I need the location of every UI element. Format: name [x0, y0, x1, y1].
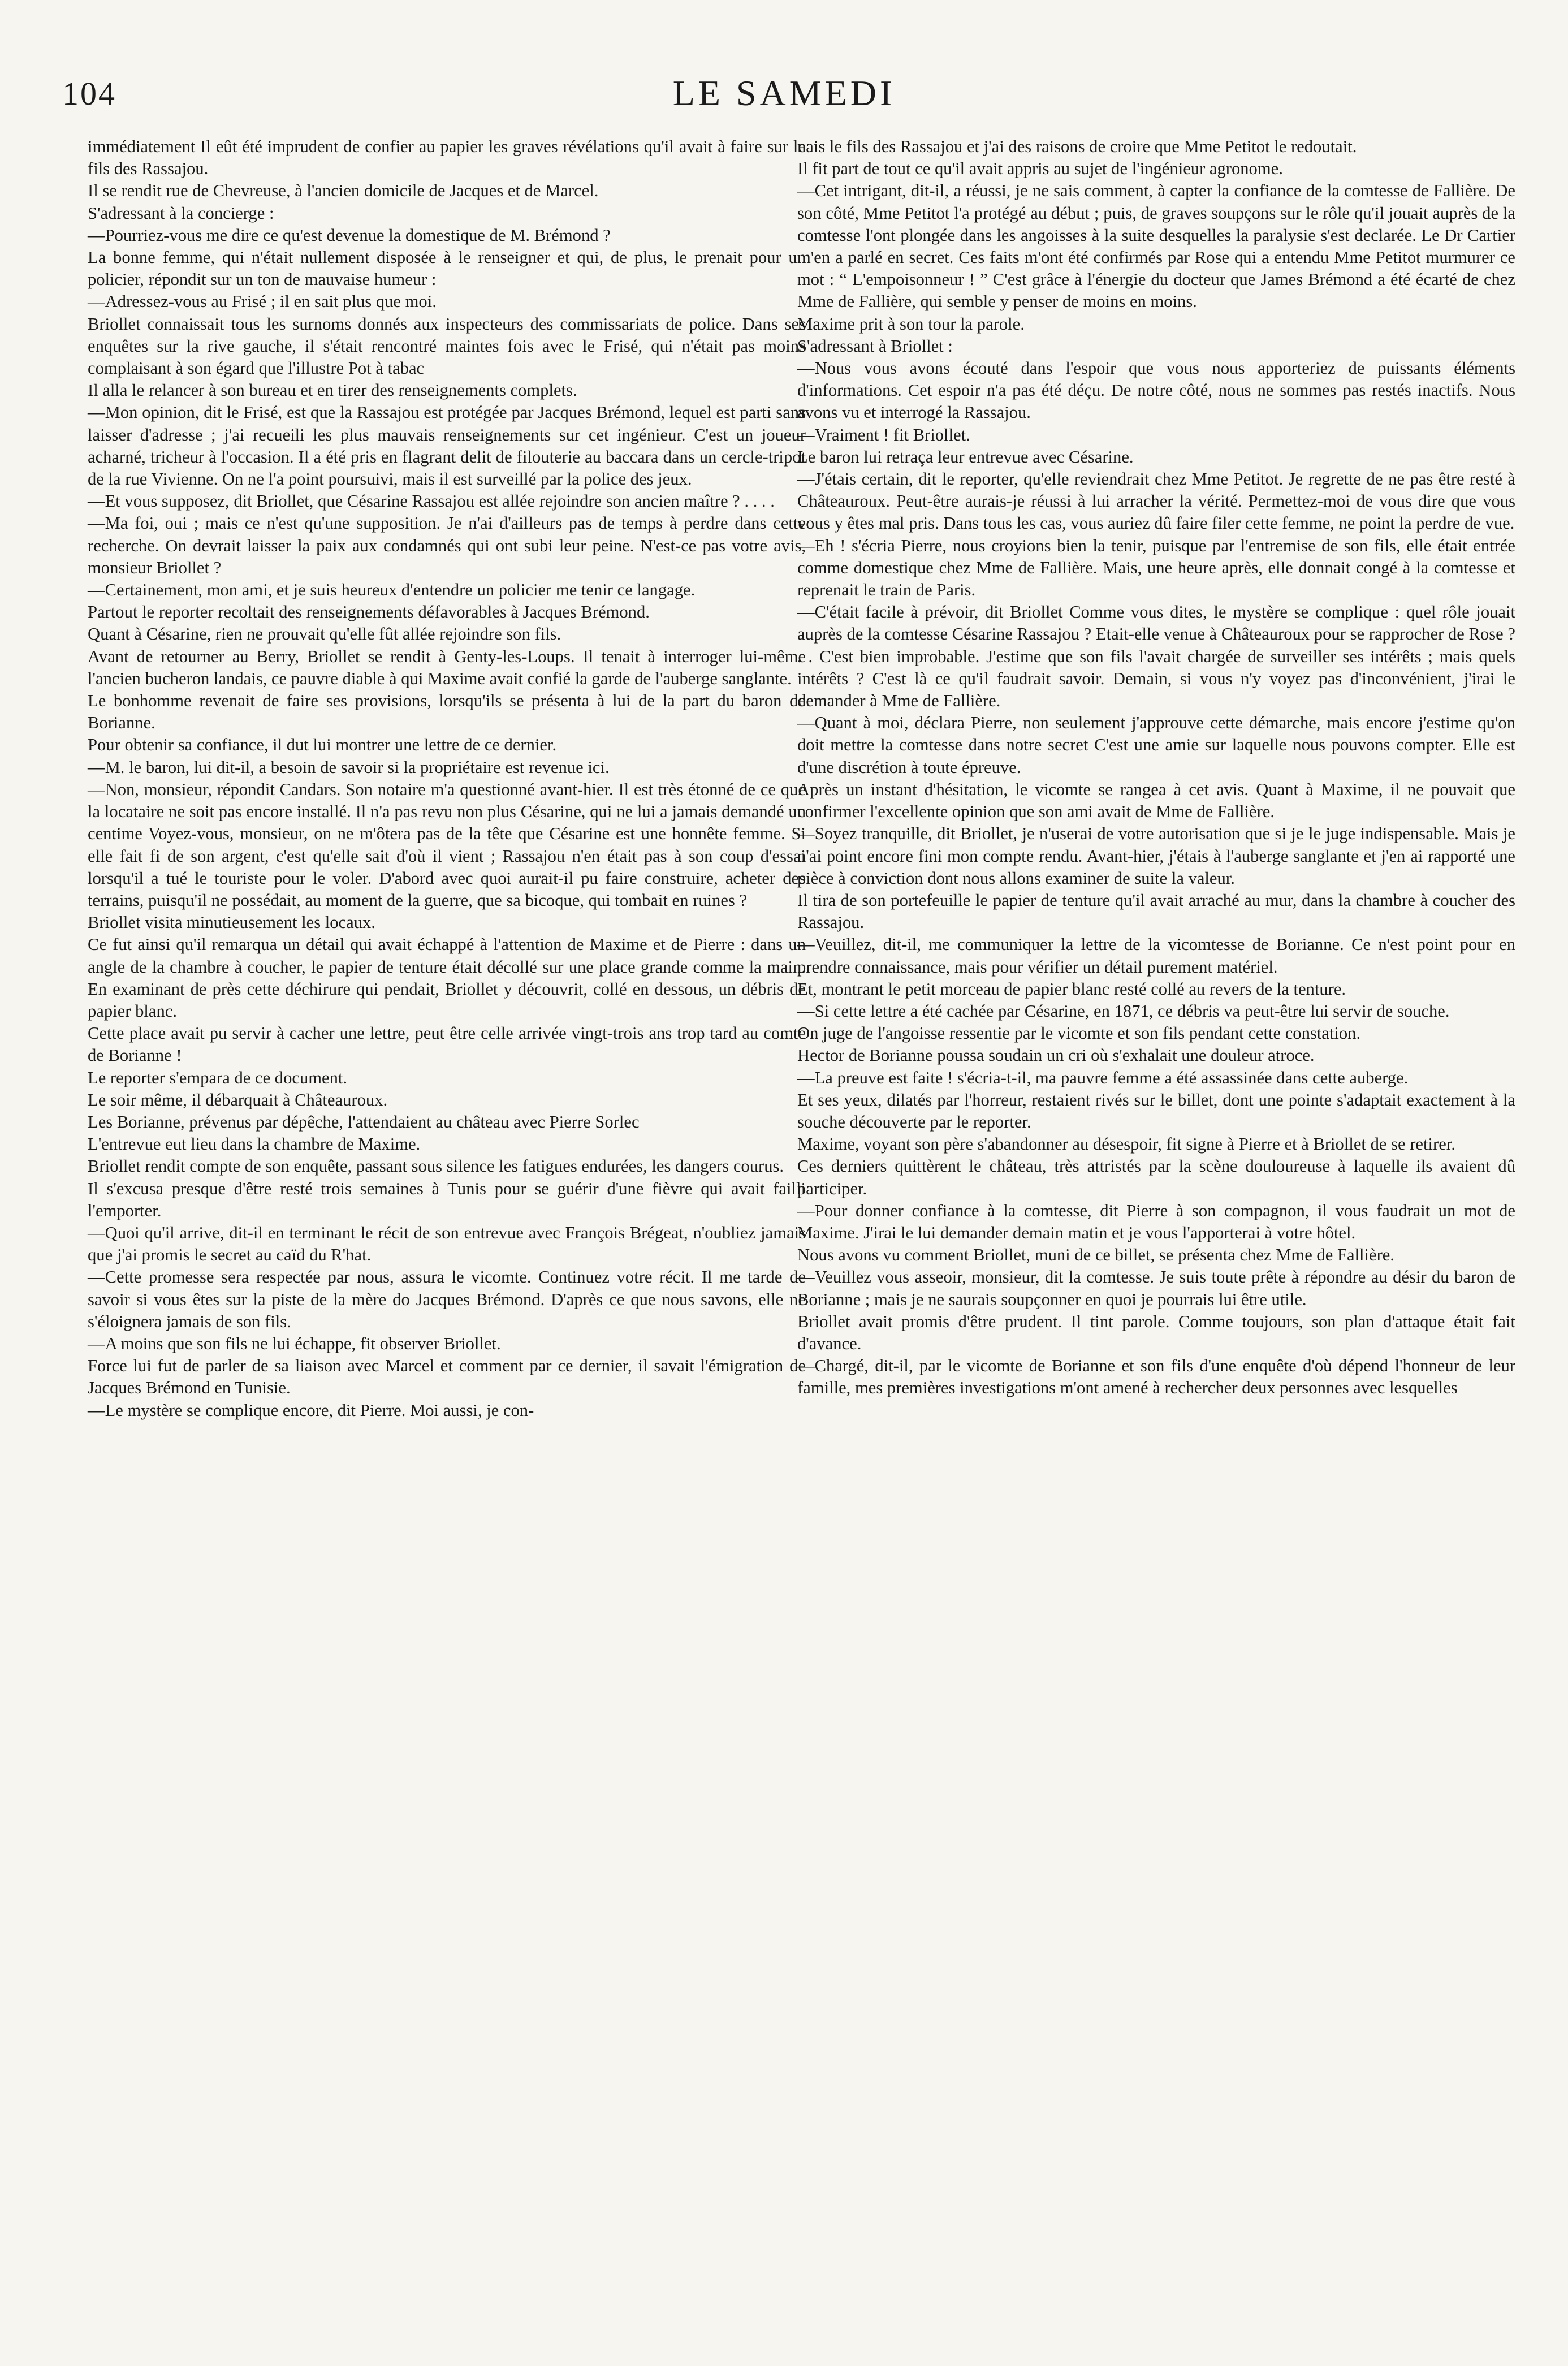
- paragraph: Ce fut ainsi qu'il remarqua un détail qui avait échappé à l'attention de Maxime et de Pierre : dans un angle de la chambre à coucher, le papier de tenture était décollé sur une place grande comme la main. En examinant de près cette déchirure qui pendait, Briollet y découvrit, collé en dessous, un débris de papier blanc.: [88, 935, 806, 1021]
- paragraph: Briollet rendit compte de son enquête, passant sous silence les fatigues endurées, les dangers courus.: [88, 1156, 784, 1176]
- paragraph: —Nous vous avons écouté dans l'espoir que vous nous apporteriez de puissants éléments d'informations. Cet espoir n'a pas été déçu. De notre côté, nous ne sommes pas restés inactifs. Nous avons vu et interrogé la Rassajou.: [797, 359, 1515, 422]
- paragraph: On juge de l'angoisse ressentie par le vicomte et son fils pendant cette constation.: [797, 1024, 1361, 1043]
- paragraph: —Le mystère se complique encore, dit Pierre. Moi aussi, je con-: [88, 1400, 534, 1420]
- paragraph: Pour obtenir sa confiance, il dut lui montrer une lettre de ce dernier.: [88, 735, 557, 755]
- paragraph: Briollet connaissait tous les surnoms donnés aux inspecteurs des commissariats de police. Dans ses enquêtes sur la rive gauche, il s'était rencontré maintes fois avec le Frisé, qui n'était pas moins complaisant à son égard que l'illustre Pot à tabac: [88, 314, 806, 378]
- paragraph: —Mon opinion, dit le Frisé, est que la Rassajou est protégée par Jacques Brémond, lequel est parti sans laisser d'adresse ; j'ai recueili les plus mauvais renseignements sur cet ingénieur. C'est un joueur acharné, tricheur à l'occasion. Il a été pris en flagrant delit de filouterie au baccara dans un cercle-tripot de la rue Vivienne. On ne l'a point poursuivi, mais il est surveillé par la police des jeux.: [88, 403, 806, 489]
- page-number: 104: [62, 75, 116, 112]
- paragraph: —La preuve est faite ! s'écria-t-il, ma pauvre femme a été assassinée dans cette auberge.: [797, 1068, 1409, 1087]
- paragraph: Le soir même, il débarquait à Châteauroux.: [88, 1090, 388, 1109]
- paragraph: Le baron lui retraça leur entrevue avec Césarine.: [797, 447, 1134, 467]
- right-text-column: [797, 136, 1515, 1400]
- paragraph: Maxime prit à son tour la parole.: [797, 314, 1025, 334]
- paragraph: L'entrevue eut lieu dans la chambre de Maxime.: [88, 1134, 421, 1154]
- paragraph: Les Borianne, prévenus par dépêche, l'attendaient au château avec Pierre Sorlec: [88, 1112, 640, 1132]
- paragraph: La bonne femme, qui n'était nullement disposée à le renseigner et qui, de plus, le prenait pour un policier, répondit sur un ton de mauvaise humeur :: [88, 248, 806, 290]
- paragraph: —Cette promesse sera respectée par nous, assura le vicomte. Continuez votre récit. Il me tarde de savoir si vous êtes sur la piste de la mère do Jacques Brémond. D'après ce que nous savons, elle ne s'éloignera jamais de son fils.: [88, 1267, 806, 1331]
- paragraph: —Veuillez, dit-il, me communiquer la lettre de la vicomtesse de Borianne. Ce n'est point pour en prendre connaissance, mais pour vérifier un détail purement matériel.: [797, 935, 1515, 977]
- paragraph: nais le fils des Rassajou et j'ai des raisons de croire que Mme Petitot le redoutait.: [797, 137, 1357, 156]
- paragraph: —Non, monsieur, répondit Candars. Son notaire m'a questionné avant-hier. Il est très étonné de ce que la locataire ne soit pas encore installé. Il n'a pas revu non plus Césarine, qui ne lui a jamais demandé un centime Voyez-vous, monsieur, on ne m'ôtera pas de la tête que Césarine est une honnête femme. Si elle fait fi de son argent, c'est qu'elle sait d'où il vient ; Rassajou n'en était pas à son coup d'essai lorsqu'il a tué le touriste pour le voler. D'abord avec quoi aurait-il pu faire construire, acheter des terrains, puisqu'il ne possédait, au moment de la guerre, que sa bicoque, qui tombait en ruines ?: [88, 779, 806, 910]
- paragraph: —Certainement, mon ami, et je suis heureux d'entendre un policier me tenir ce langage.: [88, 580, 696, 600]
- paragraph: Après un instant d'hésitation, le vicomte se rangea à cet avis. Quant à Maxime, il ne pouvait que confirmer l'excellente opinion que son ami avait de Mme de Fallière.: [797, 779, 1515, 822]
- paragraph: Et ses yeux, dilatés par l'horreur, restaient rivés sur le billet, dont une pointe s'adaptait exactement à la souche découverte par le reporter.: [797, 1090, 1515, 1132]
- paragraph: —Adressez-vous au Frisé ; il en sait plus que moi.: [88, 292, 437, 312]
- paragraph: —Pourriez-vous me dire ce qu'est devenue la domestique de M. Brémond ?: [88, 225, 611, 245]
- paragraph: Le reporter s'empara de ce document.: [88, 1068, 348, 1087]
- paragraph: Le bonhomme revenait de faire ses provisions, lorsqu'ils se présenta à lui de la part du baron de Borianne.: [88, 691, 806, 733]
- running-title: LE SAMEDI: [672, 73, 896, 113]
- paragraph: —C'était facile à prévoir, dit Briollet Comme vous dites, le mystère se complique : quel rôle jouait auprès de la comtesse Césarine Rassajou ? Etait-elle venue à Châteauroux pour se rapprocher de Rose ? . . C'est bien improbable. J'estime que son fils l'avait chargée de surveiller ses intérêts ; mais quels intérêts ? C'est là ce qu'il faudrait savoir. Demain, si vous n'y voyez pas d'inconvénient, j'irai le demander à Mme de Fallière.: [797, 602, 1515, 711]
- paragraph: —Ma foi, oui ; mais ce n'est qu'une supposition. Je n'ai d'ailleurs pas de temps à perdre dans cette recherche. On devrait laisser la paix aux condamnés qui ont subi leur peine. N'est-ce pas votre avis, monsieur Briollet ?: [88, 513, 806, 577]
- paragraph: Maxime, voyant son père s'abandonner au désespoir, fit signe à Pierre et à Briollet de se retirer.: [797, 1134, 1455, 1154]
- paragraph: immédiatement Il eût été imprudent de confier au papier les graves révélations qu'il avait à faire sur le fils des Rassajou.: [88, 137, 806, 179]
- paragraph: —Quoi qu'il arrive, dit-il en terminant le récit de son entrevue avec François Brégeat, n'oubliez jamais que j'ai promis le secret au caïd du R'hat.: [88, 1223, 806, 1265]
- paragraph: Avant de retourner au Berry, Briollet se rendit à Genty-les-Loups. Il tenait à interroger lui-même l'ancien bucheron landais, ce pauvre diable à qui Maxime avait confié la garde de l'auberge sanglante.: [88, 646, 806, 688]
- paragraph: Force lui fut de parler de sa liaison avec Marcel et comment par ce dernier, il savait l'émigration de Jacques Brémond en Tunisie.: [88, 1356, 806, 1398]
- paragraph: Il s'excusa presque d'être resté trois semaines à Tunis pour se guérir d'une fièvre qui avait failli l'emporter.: [88, 1178, 806, 1220]
- paragraph: —Eh ! s'écria Pierre, nous croyions bien la tenir, puisque par l'entremise de son fils, elle était entrée comme domestique chez Mme de Fallière. Mais, une heure après, elle donnait congé à la comtesse et reprenait le train de Paris.: [797, 536, 1515, 600]
- paragraph: —Pour donner confiance à la comtesse, dit Pierre à son compagnon, il vous faudrait un mot de Maxime. J'irai le lui demander demain matin et je vous l'apporterai à votre hôtel.: [797, 1201, 1515, 1242]
- paragraph: S'adressant à Briollet :: [797, 336, 953, 356]
- paragraph: Quant à Césarine, rien ne prouvait qu'elle fût allée rejoindre son fils.: [88, 624, 561, 644]
- paragraph: Briollet avait promis d'être prudent. Il tint parole. Comme toujours, son plan d'attaque était fait d'avance.: [797, 1311, 1515, 1353]
- paragraph: —Veuillez vous asseoir, monsieur, dit la comtesse. Je suis toute prête à répondre au désir du baron de Borianne ; mais je ne saurais soupçonner en quoi je pourrais lui être utile.: [797, 1267, 1515, 1309]
- paragraph: —Chargé, dit-il, par le vicomte de Borianne et son fils d'une enquête d'où dépend l'honneur de leur famille, mes premières investigations m'ont amené à rechercher deux personnes avec lesquelles: [797, 1356, 1515, 1398]
- paragraph: Et, montrant le petit morceau de papier blanc resté collé au revers de la tenture.: [797, 979, 1346, 999]
- paragraph: Il fit part de tout ce qu'il avait appris au sujet de l'ingénieur agronome.: [797, 159, 1283, 179]
- paragraph: —J'étais certain, dit le reporter, qu'elle reviendrait chez Mme Petitot. Je regrette de ne pas être resté à Châteauroux. Peut-être aurais-je réussi à lui arracher la vérité. Permettez-moi de vous dire que vous vous y êtes mal pris. Dans tous les cas, vous auriez dû faire filer cette femme, ne point la perdre de vue.: [797, 469, 1515, 533]
- paragraph: —Cet intrigant, dit-il, a réussi, je ne sais comment, à capter la confiance de la comtesse de Fallière. De son côté, Mme Petitot l'a protégé au début ; puis, de graves soupçons sur le rôle qu'il jouait auprès de la comtesse l'ont plongée dans les angoisses à la suite desquelles la paralysie s'est declarée. Le Dr Cartier m'en a parlé en secret. Ces faits m'ont été confirmés par Rose qui a entendu Mme Petitot murmurer ce mot : “ L'empoisonneur ! ” C'est grâce à l'énergie du docteur que James Brémond a été écarté de chez Mme de Fallière, qui semble y penser de moins en moins.: [797, 181, 1515, 312]
- paragraph: —Quant à moi, déclara Pierre, non seulement j'approuve cette démarche, mais encore j'estime qu'on doit mettre la comtesse dans notre secret C'est une amie sur laquelle nous pouvons compter. Elle est d'une discrétion à toute épreuve.: [797, 713, 1515, 777]
- paragraph: Nous avons vu comment Briollet, muni de ce billet, se présenta chez Mme de Fallière.: [797, 1245, 1395, 1265]
- paragraph: —Soyez tranquille, dit Briollet, je n'userai de votre autorisation que si je le juge indispensable. Mais je n'ai point encore fini mon compte rendu. Avant-hier, j'étais à l'auberge sanglante et j'en ai rapporté une pièce à conviction dont nous allons examiner de suite la valeur.: [797, 824, 1515, 888]
- paragraph: —Vraiment ! fit Briollet.: [797, 425, 970, 444]
- paragraph: —Et vous supposez, dit Briollet, que Césarine Rassajou est allée rejoindre son ancien maître ? . . . .: [88, 491, 775, 511]
- paragraph: Partout le reporter recoltait des renseignements défavorables à Jacques Brémond.: [88, 602, 650, 622]
- paragraph: Briollet visita minutieusement les locaux.: [88, 913, 375, 932]
- paragraph: —A moins que son fils ne lui échappe, fit observer Briollet.: [88, 1333, 501, 1353]
- paragraph: —M. le baron, lui dit-il, a besoin de savoir si la propriétaire est revenue ici.: [88, 757, 610, 777]
- paragraph: Il alla le relancer à son bureau et en tirer des renseignements complets.: [88, 381, 577, 400]
- paragraph: Il se rendit rue de Chevreuse, à l'ancien domicile de Jacques et de Marcel.: [88, 181, 599, 201]
- paragraph: Cette place avait pu servir à cacher une lettre, peut être celle arrivée vingt-trois ans trop tard au comte de Borianne !: [88, 1024, 806, 1065]
- paragraph: Il tira de son portefeuille le papier de tenture qu'il avait arraché au mur, dans la chambre à coucher des Rassajou.: [797, 890, 1515, 932]
- paragraph: Ces derniers quittèrent le château, très attristés par la scène douloureuse à laquelle ils avaient dû participer.: [797, 1156, 1515, 1198]
- paragraph: —Si cette lettre a été cachée par Césarine, en 1871, ce débris va peut-être lui servir de souche.: [797, 1001, 1450, 1021]
- column-gutter: [786, 136, 787, 2285]
- paragraph: S'adressant à la concierge :: [88, 203, 274, 223]
- left-text-column: [88, 136, 806, 1422]
- paragraph: Hector de Borianne poussa soudain un cri où s'exhalait une douleur atroce.: [797, 1046, 1315, 1065]
